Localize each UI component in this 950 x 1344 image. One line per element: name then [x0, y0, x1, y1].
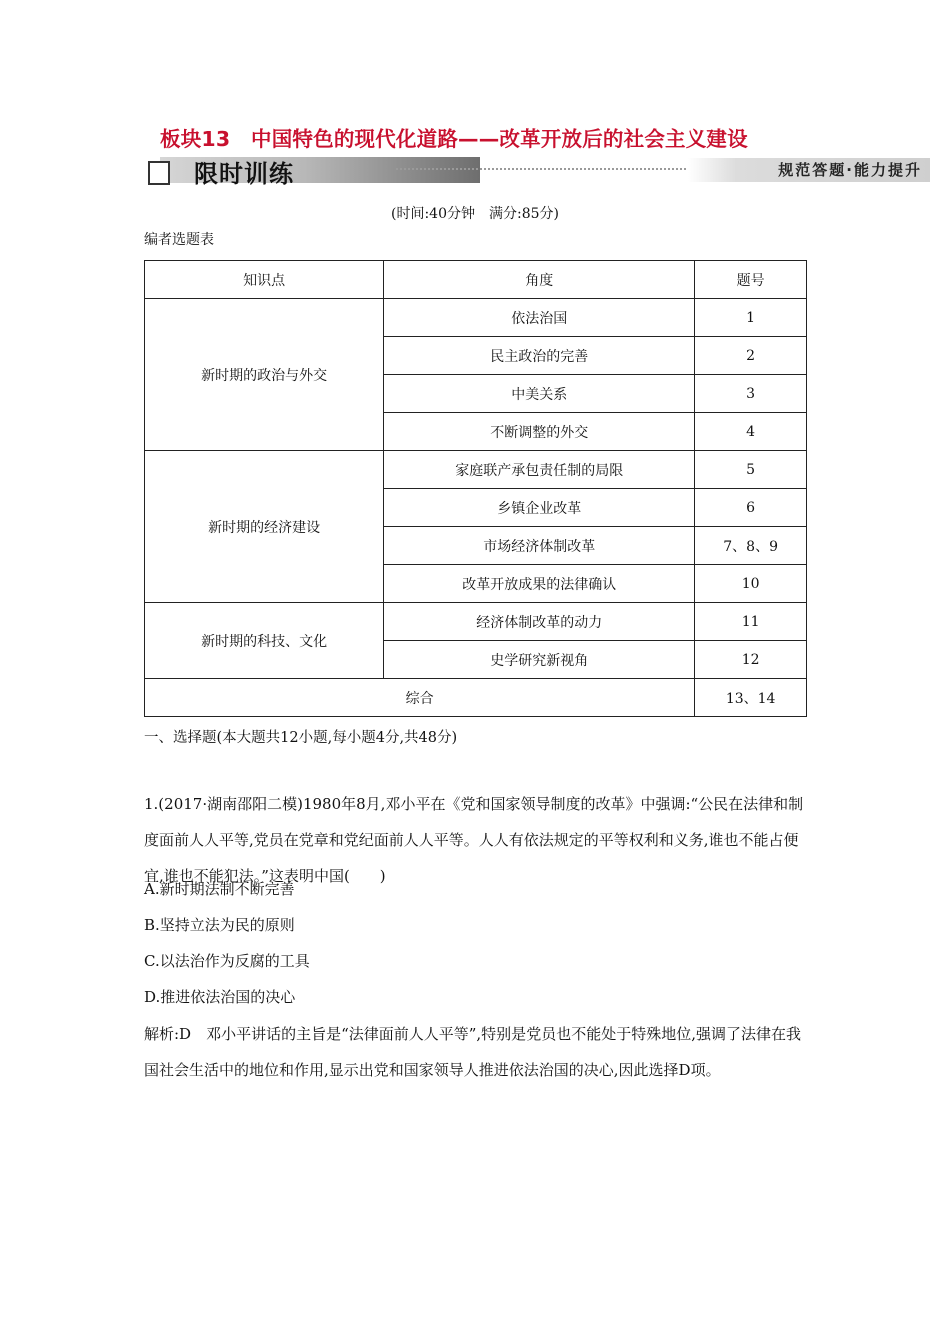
- number-cell: 3: [695, 375, 807, 413]
- number-cell: 6: [695, 489, 807, 527]
- time-and-score: (时间:40分钟 满分:85分): [391, 206, 559, 222]
- angle-cell: 民主政治的完善: [384, 337, 695, 375]
- page-title: 板块13 中国特色的现代化道路——改革开放后的社会主义建设: [160, 127, 748, 151]
- number-cell: 11: [695, 603, 807, 641]
- angle-cell: 史学研究新视角: [384, 641, 695, 679]
- summary-number-cell: 13、14: [695, 679, 807, 717]
- number-cell: 2: [695, 337, 807, 375]
- banner-right-tag: [688, 158, 930, 182]
- header-angle: 角度: [384, 261, 695, 299]
- table-row: [145, 603, 807, 641]
- topic-cell: 新时期的经济建设: [145, 451, 384, 603]
- option-b: B.坚持立法为民的原则: [144, 916, 295, 934]
- number-cell: 12: [695, 641, 807, 679]
- angle-cell: 中美关系: [384, 375, 695, 413]
- table-row: [145, 299, 807, 337]
- number-cell: 1: [695, 299, 807, 337]
- angle-cell: 乡镇企业改革: [384, 489, 695, 527]
- angle-cell: 家庭联产承包责任制的局限: [384, 451, 695, 489]
- banner-label: 限时训练: [194, 160, 294, 188]
- header-number: 题号: [695, 261, 807, 299]
- topic-table: [144, 260, 807, 717]
- section-heading: 一、选择题(本大题共12小题,每小题4分,共48分): [144, 730, 458, 746]
- table-header-row: [145, 261, 807, 299]
- angle-cell: 改革开放成果的法律确认: [384, 565, 695, 603]
- banner-square-icon: [148, 161, 170, 185]
- angle-cell: 经济体制改革的动力: [384, 603, 695, 641]
- option-a: A.新时期法制不断完善: [144, 880, 295, 898]
- summary-label-cell: 综合: [145, 679, 695, 717]
- angle-cell: 依法治国: [384, 299, 695, 337]
- section-banner: [148, 154, 930, 188]
- number-cell: 4: [695, 413, 807, 451]
- angle-cell: 不断调整的外交: [384, 413, 695, 451]
- topic-cell: 新时期的政治与外交: [145, 299, 384, 451]
- number-cell: 5: [695, 451, 807, 489]
- table-row: [145, 451, 807, 489]
- option-c: C.以法治作为反腐的工具: [144, 952, 310, 970]
- number-cell: 7、8、9: [695, 527, 807, 565]
- explanation: 解析:D 邓小平讲话的主旨是“法律面前人人平等”,特别是党员也不能处于特殊地位,强调了法律在我国社会生活中的地位和作用,显示出党和国家领导人推进依法治国的决心,因此选择D项。: [144, 1025, 801, 1079]
- topic-cell: 新时期的科技、文化: [145, 603, 384, 679]
- table-caption: 编者选题表: [144, 232, 214, 248]
- option-d: D.推进依法治国的决心: [144, 988, 296, 1006]
- number-cell: 10: [695, 565, 807, 603]
- angle-cell: 市场经济体制改革: [384, 527, 695, 565]
- banner-right-label: 规范答题·能力提升: [778, 161, 922, 179]
- header-topic: 知识点: [145, 261, 384, 299]
- question-stem: 1.(2017·湖南邵阳二模)1980年8月,邓小平在《党和国家领导制度的改革》中强调:“公民在法律和制度面前人人平等,党员在党章和党纪面前人人平等。人人有依法规定的平等权利和义务,谁也不能占便宜,谁也不能犯法。”这表明中国( ): [144, 795, 804, 885]
- table-summary-row: [145, 679, 807, 717]
